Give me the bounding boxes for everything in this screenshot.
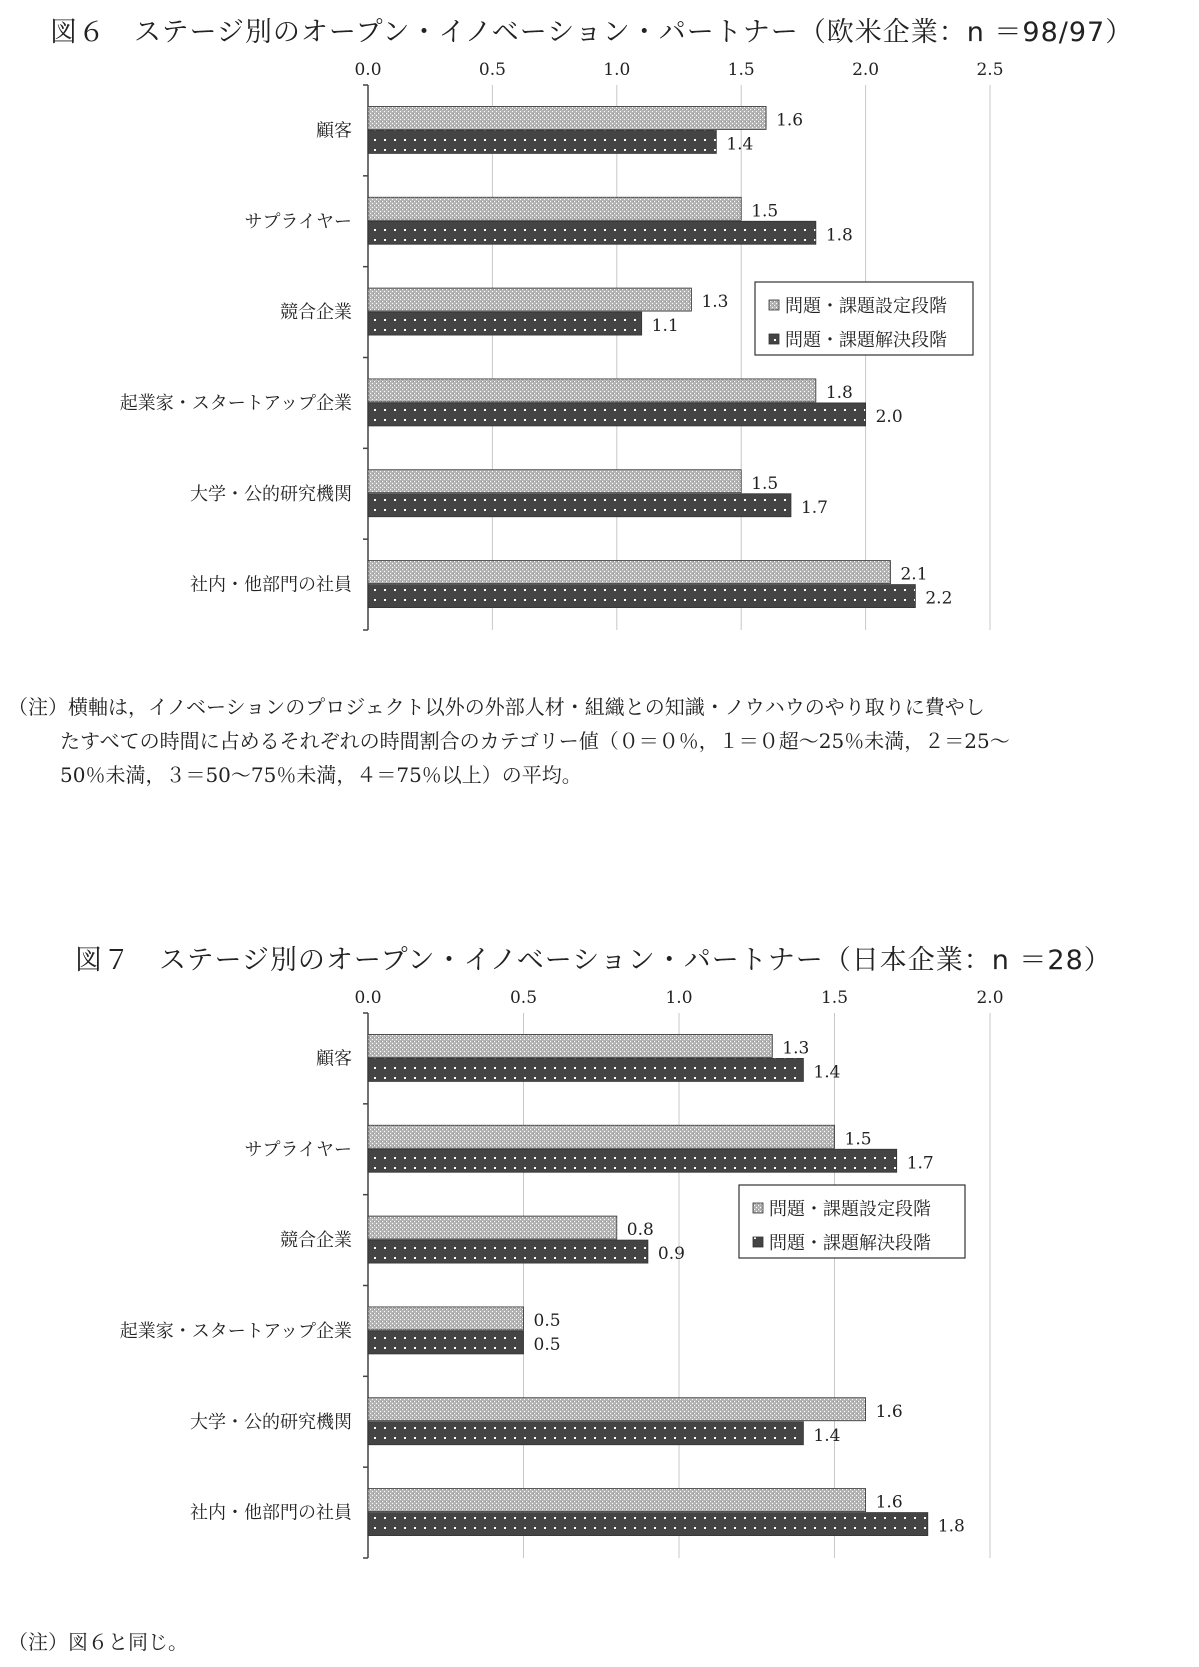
legend xyxy=(755,282,973,355)
figure-6-note xyxy=(8,690,1188,792)
figure-6-title: 図６ ステージ別のオープン・イノベーション・パートナー（欧米企業：n ＝98/97） xyxy=(50,17,1134,48)
data-label: 0.5 xyxy=(533,1334,561,1355)
bar-setting-stage xyxy=(368,1489,866,1512)
data-label: 1.5 xyxy=(751,473,779,494)
bar-solving-stage xyxy=(368,1422,803,1445)
data-label: 1.3 xyxy=(701,292,729,313)
figure-7-note xyxy=(8,1625,188,1659)
data-label: 0.5 xyxy=(533,1310,561,1331)
bar-solving-stage xyxy=(368,1513,928,1536)
bar-setting-stage xyxy=(368,1125,835,1148)
data-label: 1.6 xyxy=(776,110,804,131)
bar-solving-stage xyxy=(368,1149,897,1172)
category-label: 競合企業 xyxy=(280,302,352,324)
data-label: 1.4 xyxy=(726,134,754,155)
data-label: 1.4 xyxy=(813,1062,841,1083)
bar-solving-stage xyxy=(368,1331,524,1354)
legend-swatch-setting xyxy=(753,1203,763,1213)
bar-setting-stage xyxy=(368,1307,524,1330)
data-label: 2.2 xyxy=(925,588,953,609)
bar-setting-stage xyxy=(368,197,741,220)
data-label: 1.8 xyxy=(825,382,853,403)
data-label: 1.6 xyxy=(875,1492,903,1513)
data-label: 1.5 xyxy=(844,1129,872,1150)
bar-setting-stage xyxy=(368,1034,772,1057)
figure-6-note-line3: 50％未満，３＝50～75％未満，４＝75％以上）の平均。 xyxy=(60,763,582,787)
bar-solving-stage xyxy=(368,1240,648,1263)
bar-solving-stage xyxy=(368,130,716,153)
data-label: 1.5 xyxy=(751,201,779,222)
x-tick-label: 1.5 xyxy=(820,988,849,1008)
category-label: 大学・公的研究機関 xyxy=(190,483,352,505)
bar-solving-stage xyxy=(368,403,866,426)
data-label: 0.8 xyxy=(626,1220,654,1241)
x-tick-label: 0.5 xyxy=(478,60,506,80)
data-label: 1.4 xyxy=(813,1425,841,1446)
x-tick-label: 1.0 xyxy=(665,988,693,1008)
data-label: 1.7 xyxy=(800,497,829,518)
category-label: 起業家・スタートアップ企業 xyxy=(119,392,352,414)
figure-7-note-line1: （注）図６と同じ。 xyxy=(8,1630,188,1654)
bar-setting-stage xyxy=(368,106,766,129)
category-label: 顧客 xyxy=(316,120,352,142)
bar-solving-stage xyxy=(368,1058,803,1081)
data-label: 0.9 xyxy=(657,1244,685,1265)
category-label: サプライヤー xyxy=(244,211,352,233)
data-label: 1.3 xyxy=(782,1038,810,1059)
x-tick-label: 1.5 xyxy=(727,60,755,80)
category-label: 起業家・スタートアップ企業 xyxy=(119,1320,352,1342)
data-label: 1.8 xyxy=(825,225,853,246)
legend-swatch-setting xyxy=(769,300,779,310)
bar-solving-stage xyxy=(368,221,816,244)
category-label: サプライヤー xyxy=(244,1139,352,1161)
figure-7-chart xyxy=(0,983,1199,1608)
legend-label: 問題・課題解決段階 xyxy=(769,1233,931,1254)
category-label: 大学・公的研究機関 xyxy=(190,1411,352,1433)
x-tick-label: 2.0 xyxy=(976,988,1004,1008)
bar-setting-stage xyxy=(368,1216,617,1239)
data-label: 1.7 xyxy=(906,1153,934,1174)
category-label: 顧客 xyxy=(316,1048,352,1070)
x-tick-label: 0.5 xyxy=(509,988,538,1008)
bar-solving-stage xyxy=(368,585,915,608)
data-label: 2.1 xyxy=(900,564,928,585)
legend-label: 問題・課題解決段階 xyxy=(785,330,947,351)
bar-setting-stage xyxy=(368,379,816,402)
bar-solving-stage xyxy=(368,494,791,517)
bar-setting-stage xyxy=(368,470,741,493)
legend-label: 問題・課題設定段階 xyxy=(785,296,947,317)
data-label: 1.8 xyxy=(937,1516,965,1537)
category-label: 社内・他部門の社員 xyxy=(190,1502,352,1524)
legend-label: 問題・課題設定段階 xyxy=(769,1199,931,1220)
legend xyxy=(739,1185,965,1258)
x-tick-label: 0.0 xyxy=(354,988,382,1008)
x-tick-label: 0.0 xyxy=(354,60,382,80)
figure-6-note-line1: （注）横軸は，イノベーションのプロジェクト以外の外部人材・組織との知識・ノウハウのやり取りに費やし xyxy=(8,695,985,719)
data-label: 1.6 xyxy=(875,1401,903,1422)
x-tick-label: 2.0 xyxy=(852,60,880,80)
data-label: 2.0 xyxy=(875,406,903,427)
legend-swatch-solving xyxy=(753,1237,763,1247)
bar-setting-stage xyxy=(368,561,890,584)
figure-7-title: 図７ ステージ別のオープン・イノベーション・パートナー（日本企業：n ＝28） xyxy=(75,945,1112,976)
legend-swatch-solving xyxy=(769,334,779,344)
data-label: 1.1 xyxy=(651,316,679,337)
figure-6-note-line2: たすべての時間に占めるそれぞれの時間割合のカテゴリー値（０＝０％，１＝０超～25％未満，２＝25～ xyxy=(60,729,1010,753)
category-label: 競合企業 xyxy=(280,1230,352,1252)
bar-solving-stage xyxy=(368,312,642,335)
category-label: 社内・他部門の社員 xyxy=(190,574,352,596)
bar-setting-stage xyxy=(368,288,691,311)
x-tick-label: 2.5 xyxy=(976,60,1004,80)
figure-6-chart xyxy=(0,55,1199,645)
x-tick-label: 1.0 xyxy=(603,60,631,80)
bar-setting-stage xyxy=(368,1398,866,1421)
